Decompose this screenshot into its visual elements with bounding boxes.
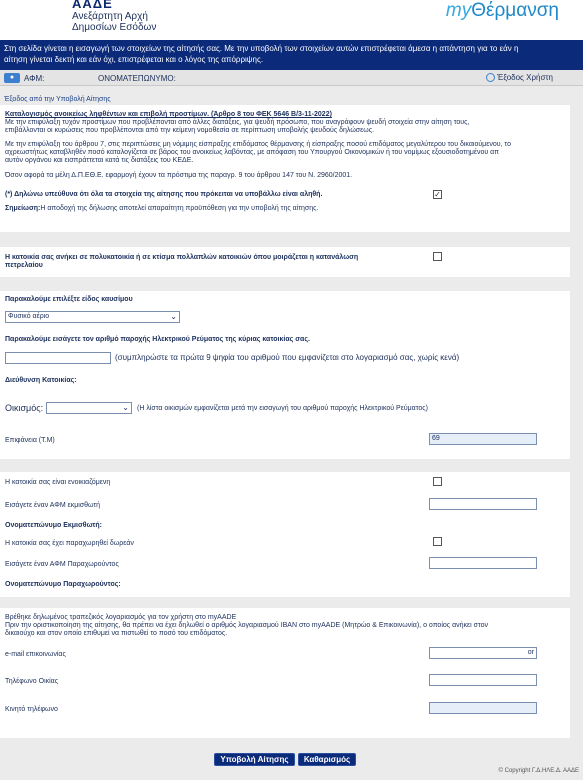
banner-line1: Στη σελίδα γίνεται η εισαγωγή των στοιχείων της αίτησής σας. Με την υποβολή των στοιχείων αυτών επιστρέφεται άμεσα η απάντηση για το εάν η bbox=[4, 44, 519, 53]
home-phone-input[interactable] bbox=[429, 674, 537, 686]
settlement-label: Οικισμός: bbox=[5, 403, 44, 413]
fuel-selected-value: Φυσικό αέριο bbox=[8, 313, 50, 320]
aade-logo bbox=[72, 0, 212, 40]
declaration-para2-line1: Με την επιφύλαξη του άρθρου 7, στις περιπτώσεις μη νόμιμης είσπραξης επιδόματος θέρμανσης ή είσπραξης ποσού επιδόματος μεγαλύτερου του δικαιούμενου, το bbox=[5, 141, 511, 148]
landlord-name-label: Ονοματεπώνυμο Εκμισθωτή: bbox=[5, 522, 103, 529]
logo-line2: Δημοσίων Εσόδων bbox=[72, 22, 157, 33]
settlement-select[interactable] bbox=[46, 402, 132, 414]
brand-prefix: my bbox=[445, 0, 472, 21]
declaration-para1-line1: Με την επιφύλαξη τυχόν προστίμων που προβλέπονται από άλλες διατάξεις, για ψευδή πρόσωπο, που αναγράφουν ψευδή στοιχεία στην αίτηση τους, bbox=[5, 119, 470, 126]
note-label: Σημείωση: bbox=[5, 205, 41, 212]
declaration-para2-line3: αυτόν οργάνου και εισπράττεται κατά τις διατάξεις του ΚΕΔΕ. bbox=[5, 157, 194, 164]
free-granted-checkbox[interactable] bbox=[433, 537, 442, 546]
meter-number-input[interactable] bbox=[5, 352, 111, 364]
bank-line3: δικαιούχο και στον οποίο επιθυμεί να πιστωθεί το ποσό του επιδόματος. bbox=[5, 630, 228, 637]
logo-line1: Ανεξάρτητη Αρχή bbox=[72, 11, 148, 22]
confirm-label: (*) Δηλώνω υπεύθυνα ότι όλα τα στοιχεία της αίτησης που πρόκειται να υποβάλλω είναι αληθή. bbox=[5, 191, 323, 198]
reset-button[interactable]: Καθαρισμός bbox=[298, 753, 356, 766]
banner-line2: αίτηση γίνεται δεκτή και εάν όχι, επιστρέφεται και ο λόγος της απόρριψης. bbox=[4, 55, 264, 64]
email-label: e-mail επικοινωνίας bbox=[5, 651, 66, 658]
note-text: Η αποδοχή της δήλωσης αποτελεί απαραίτητη προϋπόθεση για την υποβολή της αίτησης. bbox=[40, 205, 319, 212]
multi-dwelling-label-line1: Η κατοικία σας ανήκει σε πολυκατοικία ή σε κτίσμα πολλαπλών κατοικιών όπου μοιράζεται η κατανάλωση bbox=[5, 254, 359, 261]
multi-dwelling-panel bbox=[0, 247, 570, 277]
mobile-phone-input[interactable] bbox=[429, 702, 537, 714]
submit-button[interactable]: Υποβολή Αίτησης bbox=[214, 753, 295, 766]
grantor-afm-input[interactable] bbox=[429, 557, 537, 569]
email-input[interactable]: or bbox=[429, 647, 537, 659]
afm-label: ΑΦΜ: bbox=[24, 74, 45, 83]
mobile-phone-label: Κινητό τηλέφωνο bbox=[5, 706, 58, 713]
meter-label: Παρακαλούμε εισάγετε τον αριθμό παροχής Ηλεκτρικού Ρεύματος της κύριας κατοικίας σας. bbox=[5, 336, 310, 343]
settlement-hint: (Η λίστα οικισμών εμφανίζεται μετά την εισαγωγή του αριθμού παροχής Ηλεκτρικού Ρεύματος) bbox=[137, 405, 428, 412]
landlord-afm-label: Εισάγετε έναν ΑΦΜ εκμισθωτή bbox=[5, 502, 101, 509]
logo-title: ΑΑΔΕ bbox=[72, 0, 113, 11]
rent-panel bbox=[0, 472, 570, 597]
meter-hint: (συμπληρώστε τα πρώτα 9 ψηφία του αριθμού που εμφανίζεται στο λογαριασμό σας, χωρίς κενά) bbox=[115, 353, 460, 362]
chevron-down-icon: ⌄ bbox=[122, 403, 129, 412]
user-icon: ● bbox=[4, 73, 20, 83]
fuel-label: Παρακαλούμε επιλέξτε είδος καυσίμου bbox=[5, 296, 133, 303]
chevron-down-icon: ⌄ bbox=[170, 312, 177, 321]
mythermansi-brand bbox=[446, 0, 559, 22]
home-phone-label: Τηλέφωνο Οικίας bbox=[5, 678, 59, 685]
rented-label: Η κατοικία σας είναι ενοικιαζόμενη bbox=[5, 479, 111, 486]
multi-dwelling-checkbox[interactable] bbox=[433, 252, 442, 261]
logout-icon[interactable] bbox=[486, 73, 495, 82]
name-label: ΟΝΟΜΑΤΕΠΩΝΥΜΟ: bbox=[98, 74, 176, 83]
grantor-name-label: Ονοματεπώνυμο Παραχωρούντος: bbox=[5, 581, 121, 588]
address-label: Διεύθυνση Κατοικίας: bbox=[5, 377, 77, 384]
rented-checkbox[interactable] bbox=[433, 477, 442, 486]
info-banner bbox=[0, 40, 583, 70]
multi-dwelling-label-line2: πετρελαίου bbox=[5, 262, 43, 269]
user-bar bbox=[0, 70, 583, 86]
free-granted-label: Η κατοικία σας έχει παραχωρηθεί δωρεάν bbox=[5, 540, 134, 547]
contact-panel bbox=[0, 608, 570, 738]
fuel-select[interactable] bbox=[5, 311, 180, 323]
confirm-checkbox[interactable]: ✓ bbox=[434, 190, 441, 199]
grantor-afm-label: Εισάγετε έναν ΑΦΜ Παραχωρούντος bbox=[5, 561, 119, 568]
copyright: © Copyright Γ.Δ.ΗΛΕ.Δ. ΑΑΔΕ bbox=[498, 768, 579, 774]
declaration-para2-line2: αχρεωστήτως καταβληθέν ποσό καταλογίζεται σε βάρος του ανοικείως λαβόντας, με απόφαση του Υπουργού Οικονομικών ή του νομίμως εξουσιοδοτημένου απ bbox=[5, 149, 500, 156]
area-label: Επιφάνεια (Τ.Μ) bbox=[5, 437, 55, 444]
landlord-afm-input[interactable] bbox=[429, 498, 537, 510]
fuel-panel bbox=[0, 291, 570, 459]
brand-name: Θέρμανση bbox=[471, 0, 559, 21]
area-input[interactable]: 69 bbox=[429, 433, 537, 445]
declaration-heading: Καταλογισμός ανοικείως ληφθέντων και επιβολή προστίμων. (Άρθρο 8 του ΦΕΚ 5646 Β/3-11-2022) bbox=[5, 111, 332, 118]
exit-application-link[interactable]: Έξοδος από την Υποβολή Αίτησης bbox=[4, 96, 111, 103]
declaration-panel bbox=[0, 105, 570, 232]
header bbox=[0, 0, 583, 40]
logout-link[interactable]: Έξοδος Χρήστη bbox=[497, 73, 553, 82]
declaration-para1-line2: επιβάλλονται οι κυρώσεις που προβλέπονται από την κείμενη νομοθεσία σε περίπτωση υποβολής ψευδούς δηλώσεως. bbox=[5, 127, 375, 134]
bank-line1: Βρέθηκε δηλωμένος τραπεζικός λογαριασμός για τον χρήστη στο myAADE bbox=[5, 614, 237, 621]
bank-line2: Πριν την οριστικοποίηση της αίτησης, θα πρέπει να έχει δηλωθεί ο αριθμός λογαριασμού IBAN στο myAADE (Μητρώο & Επικοινωνία), ο οποίος ανήκει στον bbox=[5, 622, 489, 629]
declaration-para3: Όσον αφορά τα μέλη Δ.Π.ΕΘ.Ε. εφαρμογή έχουν τα πρόστιμα της παραγρ. 9 του άρθρου 147 του Ν. 2960/2001. bbox=[5, 172, 353, 179]
